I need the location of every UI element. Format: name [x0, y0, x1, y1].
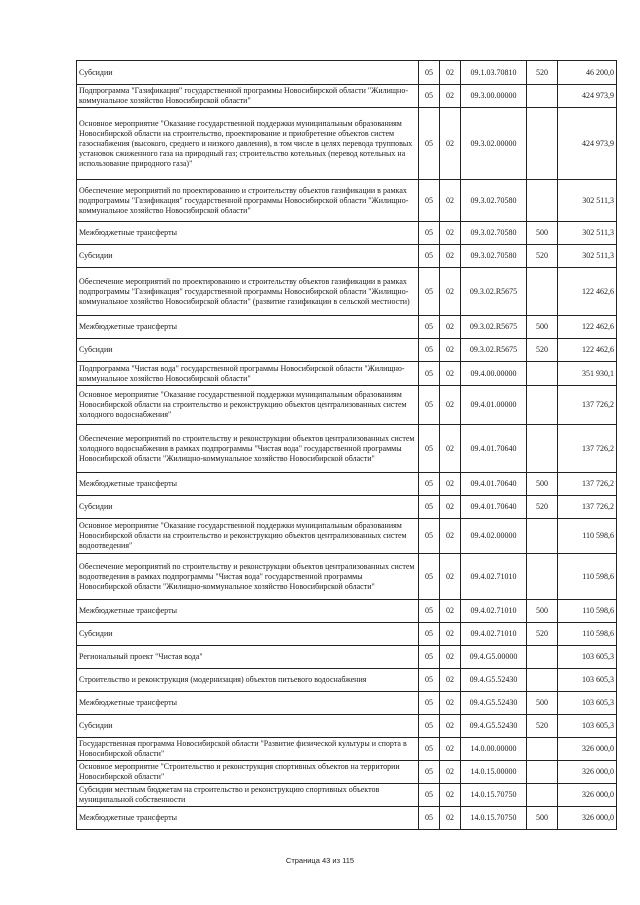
row-expense-type: [527, 386, 558, 425]
row-amount: 110 598,6: [558, 554, 617, 600]
row-expense-type: [527, 554, 558, 600]
row-section: 05: [419, 339, 440, 362]
row-section: 05: [419, 268, 440, 316]
table-row: [77, 496, 617, 519]
row-name: Межбюджетные трансферты: [77, 692, 419, 715]
row-subsection: 02: [440, 807, 461, 830]
row-section: 05: [419, 180, 440, 222]
row-section: 05: [419, 784, 440, 807]
row-section: 05: [419, 623, 440, 646]
row-amount: 103 605,3: [558, 669, 617, 692]
table-row: [77, 669, 617, 692]
row-amount: 326 000,0: [558, 784, 617, 807]
row-section: 05: [419, 473, 440, 496]
row-subsection: 02: [440, 339, 461, 362]
row-expense-type: [527, 108, 558, 180]
row-name: Государственная программа Новосибирской области "Развитие физической культуры и спорта в Новосибирской области": [77, 738, 419, 761]
row-subsection: 02: [440, 646, 461, 669]
row-target-article: 09.4.02.71010: [461, 600, 527, 623]
row-section: 05: [419, 554, 440, 600]
row-expense-type: [527, 85, 558, 108]
row-name: Межбюджетные трансферты: [77, 222, 419, 245]
row-target-article: 14.0.00.00000: [461, 738, 527, 761]
row-target-article: 09.1.03.70810: [461, 61, 527, 85]
table-row: [77, 784, 617, 807]
row-expense-type: [527, 646, 558, 669]
row-section: 05: [419, 386, 440, 425]
row-target-article: 09.4.G5.52430: [461, 669, 527, 692]
row-amount: 103 605,3: [558, 715, 617, 738]
table-row: [77, 554, 617, 600]
table-row: [77, 268, 617, 316]
row-target-article: 09.4.02.00000: [461, 519, 527, 554]
row-target-article: 09.4.G5.00000: [461, 646, 527, 669]
row-name: Субсидии: [77, 623, 419, 646]
row-target-article: 14.0.15.70750: [461, 807, 527, 830]
row-expense-type: 500: [527, 807, 558, 830]
row-expense-type: [527, 180, 558, 222]
row-section: 05: [419, 222, 440, 245]
row-name: Обеспечение мероприятий по строительству и реконструкции объектов централизованных систем холодного водоснабжения в рамках подпрограммы "Чистая вода" государственной программы Новосибирской области "Жилищно-коммунальное хозяйство Новосибирской области": [77, 425, 419, 473]
row-section: 05: [419, 692, 440, 715]
row-name: Субсидии: [77, 496, 419, 519]
row-target-article: 09.4.01.70640: [461, 425, 527, 473]
row-section: 05: [419, 108, 440, 180]
row-subsection: 02: [440, 669, 461, 692]
row-expense-type: 500: [527, 222, 558, 245]
table-row: [77, 646, 617, 669]
row-subsection: 02: [440, 180, 461, 222]
row-name: Строительство и реконструкция (модернизация) объектов питьевого водоснабжения: [77, 669, 419, 692]
row-section: 05: [419, 807, 440, 830]
table-row: [77, 807, 617, 830]
row-amount: 137 726,2: [558, 425, 617, 473]
row-subsection: 02: [440, 761, 461, 784]
row-amount: 110 598,6: [558, 623, 617, 646]
row-section: 05: [419, 316, 440, 339]
row-section: 05: [419, 61, 440, 85]
table-row: [77, 473, 617, 496]
table-row: [77, 316, 617, 339]
row-target-article: 09.3.00.00000: [461, 85, 527, 108]
row-section: 05: [419, 425, 440, 473]
row-amount: 137 726,2: [558, 496, 617, 519]
row-name: Основное мероприятие "Оказание государственной поддержки муниципальным образованиям Новосибирской области на строительство и реконструкцию объектов централизованных систем холодного водоснабжения": [77, 386, 419, 425]
row-expense-type: 500: [527, 692, 558, 715]
table-row: [77, 519, 617, 554]
row-target-article: 09.4.00.00000: [461, 362, 527, 386]
row-amount: 424 973,9: [558, 85, 617, 108]
row-section: 05: [419, 362, 440, 386]
table-row: [77, 245, 617, 268]
row-target-article: 09.4.02.71010: [461, 554, 527, 600]
table-row: [77, 600, 617, 623]
table-row: [77, 85, 617, 108]
row-target-article: 09.4.01.00000: [461, 386, 527, 425]
row-expense-type: 520: [527, 496, 558, 519]
row-name: Подпрограмма "Чистая вода" государственной программы Новосибирской области "Жилищно-коммунальное хозяйство Новосибирской области": [77, 362, 419, 386]
row-name: Субсидии местным бюджетам на строительство и реконструкцию спортивных объектов муниципальной собственности: [77, 784, 419, 807]
row-section: 05: [419, 600, 440, 623]
row-amount: 122 462,6: [558, 268, 617, 316]
row-target-article: 09.3.02.70580: [461, 245, 527, 268]
row-subsection: 02: [440, 600, 461, 623]
row-section: 05: [419, 245, 440, 268]
row-amount: 424 973,9: [558, 108, 617, 180]
table-row: [77, 425, 617, 473]
table-row: [77, 222, 617, 245]
row-target-article: 09.3.02.R5675: [461, 339, 527, 362]
table-row: [77, 108, 617, 180]
row-amount: 103 605,3: [558, 646, 617, 669]
row-expense-type: [527, 425, 558, 473]
row-expense-type: 520: [527, 339, 558, 362]
row-target-article: 09.4.G5.52430: [461, 715, 527, 738]
row-target-article: 09.3.02.70580: [461, 222, 527, 245]
row-amount: 46 200,0: [558, 61, 617, 85]
row-section: 05: [419, 761, 440, 784]
table-row: [77, 715, 617, 738]
row-name: Обеспечение мероприятий по проектированию и строительству объектов газификации в рамках подпрограммы "Газификация" государственной программы Новосибирской области "Жилищно-коммунальное хозяйство Новосибирской области" (развитие газификации в сельской местности): [77, 268, 419, 316]
row-name: Основное мероприятие "Оказание государственной поддержки муниципальным образованиям Новосибирской области на строительство и реконструкцию объектов централизованных систем водоотведения": [77, 519, 419, 554]
row-subsection: 02: [440, 222, 461, 245]
row-subsection: 02: [440, 316, 461, 339]
row-expense-type: 520: [527, 623, 558, 646]
row-name: Обеспечение мероприятий по строительству и реконструкции объектов централизованных систем водоотведения в рамках подпрограммы "Чистая вода" государственной программы Новосибирской области "Жилищно-коммунальное хозяйство Новосибирской области": [77, 554, 419, 600]
row-name: Межбюджетные трансферты: [77, 600, 419, 623]
row-target-article: 09.3.02.00000: [461, 108, 527, 180]
row-target-article: 09.4.02.71010: [461, 623, 527, 646]
row-target-article: 09.4.01.70640: [461, 473, 527, 496]
row-subsection: 02: [440, 473, 461, 496]
row-section: 05: [419, 519, 440, 554]
row-subsection: 02: [440, 61, 461, 85]
table-row: [77, 761, 617, 784]
row-amount: 326 000,0: [558, 761, 617, 784]
table-row: [77, 623, 617, 646]
table-row: [77, 339, 617, 362]
row-amount: 103 605,3: [558, 692, 617, 715]
row-expense-type: 520: [527, 245, 558, 268]
row-amount: 137 726,2: [558, 473, 617, 496]
row-amount: 122 462,6: [558, 316, 617, 339]
table-row: [77, 738, 617, 761]
row-section: 05: [419, 715, 440, 738]
row-amount: 326 000,0: [558, 738, 617, 761]
row-expense-type: [527, 761, 558, 784]
row-amount: 302 511,3: [558, 245, 617, 268]
row-target-article: 09.3.02.R5675: [461, 268, 527, 316]
budget-table: [76, 60, 617, 830]
row-expense-type: [527, 738, 558, 761]
row-expense-type: [527, 362, 558, 386]
row-subsection: 02: [440, 268, 461, 316]
row-expense-type: [527, 784, 558, 807]
row-name: Межбюджетные трансферты: [77, 316, 419, 339]
row-expense-type: [527, 669, 558, 692]
row-name: Межбюджетные трансферты: [77, 807, 419, 830]
row-subsection: 02: [440, 108, 461, 180]
row-amount: 302 511,3: [558, 222, 617, 245]
row-subsection: 02: [440, 386, 461, 425]
row-target-article: 14.0.15.00000: [461, 761, 527, 784]
row-subsection: 02: [440, 715, 461, 738]
row-name: Обеспечение мероприятий по проектированию и строительству объектов газификации в рамках подпрограммы "Газификация" государственной программы Новосибирской области "Жилищно-коммунальное хозяйство Новосибирской области": [77, 180, 419, 222]
row-subsection: 02: [440, 496, 461, 519]
row-subsection: 02: [440, 519, 461, 554]
row-subsection: 02: [440, 85, 461, 108]
row-amount: 137 726,2: [558, 386, 617, 425]
row-name: Субсидии: [77, 245, 419, 268]
row-amount: 326 000,0: [558, 807, 617, 830]
row-amount: 302 511,3: [558, 180, 617, 222]
row-section: 05: [419, 496, 440, 519]
table-row: [77, 362, 617, 386]
row-section: 05: [419, 669, 440, 692]
table-row: [77, 180, 617, 222]
row-name: Подпрограмма "Газификация" государственной программы Новосибирской области "Жилищно-коммунальное хозяйство Новосибирской области": [77, 85, 419, 108]
row-subsection: 02: [440, 784, 461, 807]
row-expense-type: 500: [527, 600, 558, 623]
row-name: Основное мероприятие "Оказание государственной поддержки муниципальным образованиям Новосибирской области на строительство, проектирование и приобретение объектов систем газоснабжения (высокого, среднего и низкого давления), в том числе в целях перевода трупповых установок сжиженного газа на природный газ; строительство котельных (перевод котельных на использование природного газа)": [77, 108, 419, 180]
row-name: Межбюджетные трансферты: [77, 473, 419, 496]
row-subsection: 02: [440, 692, 461, 715]
row-name: Субсидии: [77, 339, 419, 362]
budget-table-body: [77, 61, 617, 830]
row-target-article: 09.3.02.R5675: [461, 316, 527, 339]
row-name: Субсидии: [77, 61, 419, 85]
row-amount: 351 930,1: [558, 362, 617, 386]
row-amount: 122 462,6: [558, 339, 617, 362]
table-row: [77, 386, 617, 425]
row-amount: 110 598,6: [558, 600, 617, 623]
page-footer: Страница 43 из 115: [285, 856, 355, 865]
table-row: [77, 692, 617, 715]
row-expense-type: [527, 268, 558, 316]
row-section: 05: [419, 738, 440, 761]
row-expense-type: 500: [527, 316, 558, 339]
row-expense-type: 520: [527, 715, 558, 738]
row-name: Региональный проект "Чистая вода": [77, 646, 419, 669]
row-subsection: 02: [440, 623, 461, 646]
row-target-article: 09.3.02.70580: [461, 180, 527, 222]
row-expense-type: [527, 519, 558, 554]
table-row: [77, 61, 617, 85]
row-subsection: 02: [440, 245, 461, 268]
row-subsection: 02: [440, 362, 461, 386]
row-expense-type: 520: [527, 61, 558, 85]
row-section: 05: [419, 85, 440, 108]
row-target-article: 09.4.01.70640: [461, 496, 527, 519]
row-expense-type: 500: [527, 473, 558, 496]
row-target-article: 09.4.G5.52430: [461, 692, 527, 715]
row-subsection: 02: [440, 554, 461, 600]
row-name: Основное мероприятие "Строительство и реконструкция спортивных объектов на территории Новосибирской области": [77, 761, 419, 784]
row-target-article: 14.0.15.70750: [461, 784, 527, 807]
row-subsection: 02: [440, 425, 461, 473]
row-amount: 110 598,6: [558, 519, 617, 554]
row-subsection: 02: [440, 738, 461, 761]
row-name: Субсидии: [77, 715, 419, 738]
row-section: 05: [419, 646, 440, 669]
